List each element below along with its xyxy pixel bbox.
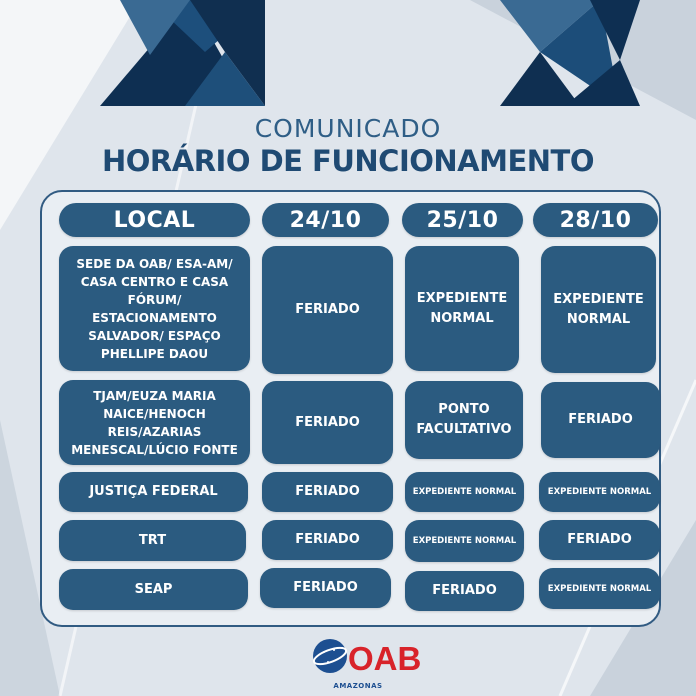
oab-amazonas-logo	[308, 632, 422, 692]
row-3-25-10: EXPEDIENTE NORMAL	[405, 472, 524, 512]
row-2-24-10: FERIADO	[262, 381, 393, 464]
row-1-24-10: FERIADO	[262, 246, 393, 374]
row-3-local: JUSTIÇA FEDERAL	[59, 472, 248, 512]
row-2-local: TJAM/EUZA MARIA NAICE/HENOCH REIS/AZARIAS MENESCAL/LÚCIO FONTE	[59, 380, 250, 465]
kicker-text: COMUNICADO	[254, 114, 442, 143]
column-header-local: LOCAL	[59, 203, 250, 237]
row-4-28-10: FERIADO	[539, 520, 660, 560]
row-5-28-10: EXPEDIENTE NORMAL	[539, 568, 660, 609]
row-5-local: SEAP	[59, 569, 248, 610]
row-1-local: SEDE DA OAB/ ESA-AM/ CASA CENTRO E CASA FÓRUM/ ESTACIONAMENTO SALVADOR/ ESPAÇO PHELLIPE DAOU	[59, 246, 250, 371]
row-1-28-10: EXPEDIENTE NORMAL	[541, 246, 656, 373]
row-3-28-10: EXPEDIENTE NORMAL	[539, 472, 660, 512]
row-4-24-10: FERIADO	[262, 520, 393, 560]
logo-subtitle: AMAZONAS	[333, 682, 383, 690]
row-1-25-10: EXPEDIENTE NORMAL	[405, 246, 519, 371]
page-title: HORÁRIO DE FUNCIONAMENTO	[102, 144, 594, 178]
column-header-28-10: 28/10	[533, 203, 658, 237]
row-5-24-10: FERIADO	[260, 568, 391, 608]
row-4-25-10: EXPEDIENTE NORMAL	[405, 520, 524, 562]
logo-letters: OAB	[348, 640, 422, 677]
oab-logo-icon	[308, 632, 422, 692]
row-2-25-10: PONTO FACULTATIVO	[405, 381, 523, 459]
row-4-local: TRT	[59, 520, 246, 561]
column-header-24-10: 24/10	[262, 203, 389, 237]
row-2-28-10: FERIADO	[541, 382, 660, 458]
column-header-25-10: 25/10	[402, 203, 523, 237]
row-5-25-10: FERIADO	[405, 571, 524, 611]
row-3-24-10: FERIADO	[262, 472, 393, 512]
